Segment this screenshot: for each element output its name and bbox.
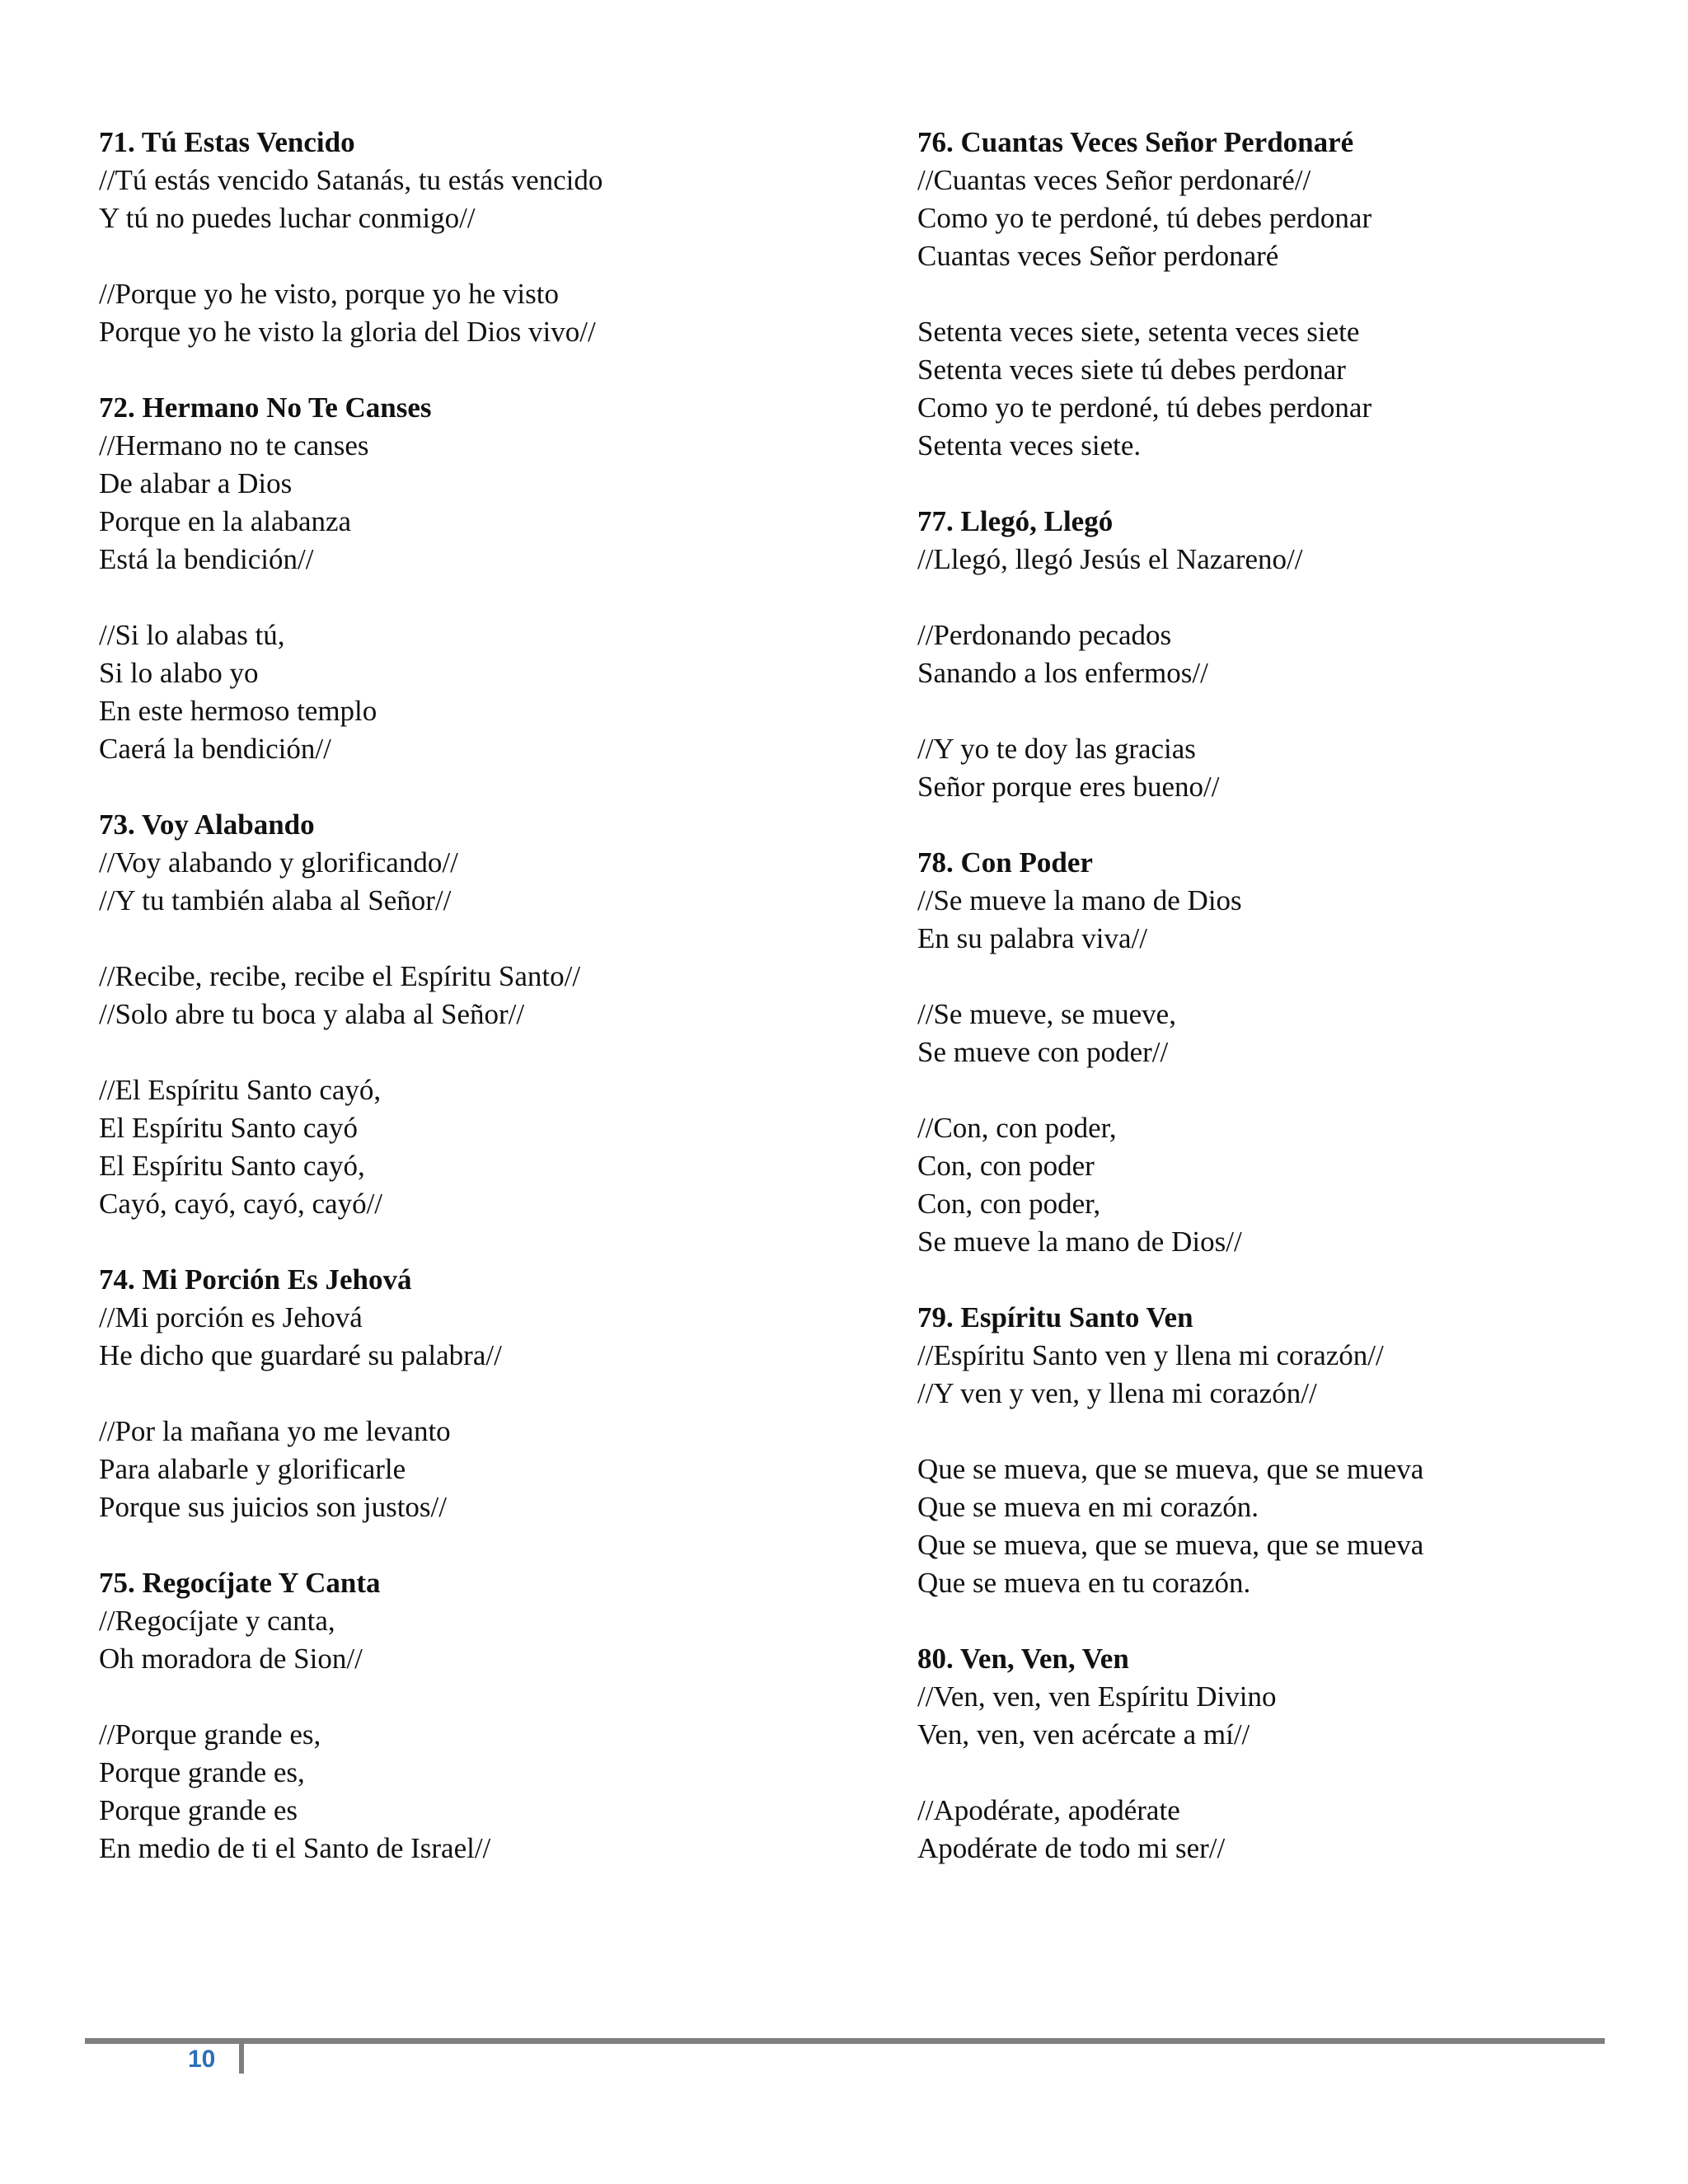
stanza xyxy=(99,1716,841,1868)
page-number: 10 xyxy=(188,2046,216,2073)
stanza xyxy=(99,844,841,920)
song-block xyxy=(99,806,841,1223)
lyric-line: Apodérate de todo mi ser// xyxy=(917,1832,1226,1864)
stanza xyxy=(917,1451,1659,1602)
lyric-line: //Perdonando pecados xyxy=(917,619,1172,651)
left-column xyxy=(99,124,841,1905)
lyric-line: En su palabra viva// xyxy=(917,922,1147,954)
stanza xyxy=(99,162,841,237)
lyric-line: Setenta veces siete tú debes perdonar xyxy=(917,354,1346,386)
lyric-line: Porque grande es xyxy=(99,1794,298,1826)
song-block xyxy=(917,1299,1659,1602)
song-title: 75. Regocíjate Y Canta xyxy=(99,1567,381,1599)
lyric-line: Sanando a los enfermos// xyxy=(917,657,1208,689)
stanza xyxy=(917,1109,1659,1261)
lyric-line: El Espíritu Santo cayó, xyxy=(99,1150,365,1182)
stanza xyxy=(99,958,841,1033)
lyric-line: En medio de ti el Santo de Israel// xyxy=(99,1832,491,1864)
lyric-line: Se mueve la mano de Dios// xyxy=(917,1226,1242,1258)
lyric-line: //Con, con poder, xyxy=(917,1112,1117,1144)
stanza xyxy=(917,616,1659,692)
lyric-line: //Se mueve la mano de Dios xyxy=(917,884,1242,916)
lyric-line: //Regocíjate y canta, xyxy=(99,1605,335,1637)
lyric-line: Porque sus juicios son justos// xyxy=(99,1491,447,1523)
lyric-line: Ven, ven, ven acércate a mí// xyxy=(917,1718,1250,1750)
stanza xyxy=(99,427,841,579)
lyric-line: Y tú no puedes luchar conmigo// xyxy=(99,202,476,234)
song-title: 73. Voy Alabando xyxy=(99,808,315,841)
stanza xyxy=(99,1071,841,1223)
stanza xyxy=(917,541,1659,579)
lyric-line: //Llegó, llegó Jesús el Nazareno// xyxy=(917,543,1303,575)
lyric-line: Cayó, cayó, cayó, cayó// xyxy=(99,1188,383,1220)
lyric-line: Que se mueva, que se mueva, que se mueva xyxy=(917,1529,1424,1561)
lyric-line: //Y yo te doy las gracias xyxy=(917,733,1196,765)
song-block xyxy=(99,1564,841,1868)
lyric-line: Que se mueva, que se mueva, que se mueva xyxy=(917,1453,1424,1485)
stanza xyxy=(99,1602,841,1678)
stanza xyxy=(917,996,1659,1071)
song-title: 71. Tú Estas Vencido xyxy=(99,126,355,158)
lyric-line: Porque yo he visto la gloria del Dios vivo// xyxy=(99,316,596,348)
lyric-line: Se mueve con poder// xyxy=(917,1036,1169,1068)
lyric-line: Caerá la bendición// xyxy=(99,733,331,765)
page-number-divider xyxy=(239,2044,244,2074)
lyric-line: //Mi porción es Jehová xyxy=(99,1301,363,1333)
lyric-line: Si lo alabo yo xyxy=(99,657,259,689)
lyric-line: //Hermano no te canses xyxy=(99,429,369,462)
lyric-line: Que se mueva en mi corazón. xyxy=(917,1491,1259,1523)
lyric-line: Como yo te perdoné, tú debes perdonar xyxy=(917,391,1372,424)
stanza xyxy=(917,882,1659,958)
lyric-line: //Recibe, recibe, recibe el Espíritu Santo// xyxy=(99,960,581,992)
lyric-line: //Se mueve, se mueve, xyxy=(917,998,1176,1030)
song-block xyxy=(917,503,1659,806)
lyric-line: Como yo te perdoné, tú debes perdonar xyxy=(917,202,1372,234)
lyric-line: //Voy alabando y glorificando// xyxy=(99,846,458,879)
song-title: 78. Con Poder xyxy=(917,846,1093,879)
footer-rule xyxy=(85,2038,1605,2044)
lyric-line: En este hermoso templo xyxy=(99,695,377,727)
song-block xyxy=(99,1261,841,1526)
lyric-line: //Porque yo he visto, porque yo he visto xyxy=(99,278,560,310)
lyric-line: Oh moradora de Sion// xyxy=(99,1643,363,1675)
stanza xyxy=(917,1337,1659,1413)
song-title: 80. Ven, Ven, Ven xyxy=(917,1643,1129,1675)
lyric-line: //Ven, ven, ven Espíritu Divino xyxy=(917,1680,1277,1713)
lyric-line: Porque grande es, xyxy=(99,1756,305,1788)
lyric-line: Señor porque eres bueno// xyxy=(917,771,1220,803)
song-block xyxy=(99,389,841,768)
lyric-line: //Tú estás vencido Satanás, tu estás vencido xyxy=(99,164,603,196)
song-block xyxy=(99,124,841,351)
lyric-line: //Espíritu Santo ven y llena mi corazón// xyxy=(917,1339,1384,1371)
lyric-line: //Por la mañana yo me levanto xyxy=(99,1415,451,1447)
lyric-line: //Cuantas veces Señor perdonaré// xyxy=(917,164,1311,196)
stanza xyxy=(99,616,841,768)
lyric-line: Para alabarle y glorificarle xyxy=(99,1453,406,1485)
stanza xyxy=(917,313,1659,465)
lyric-line: //Porque grande es, xyxy=(99,1718,321,1750)
lyric-line: Con, con poder xyxy=(917,1150,1095,1182)
lyric-line: Setenta veces siete, setenta veces siete xyxy=(917,316,1360,348)
lyric-line: Cuantas veces Señor perdonaré xyxy=(917,240,1279,272)
song-block xyxy=(917,844,1659,1261)
song-title: 77. Llegó, Llegó xyxy=(917,505,1114,537)
lyric-line: Está la bendición// xyxy=(99,543,314,575)
lyric-line: El Espíritu Santo cayó xyxy=(99,1112,358,1144)
song-title: 76. Cuantas Veces Señor Perdonaré xyxy=(917,126,1354,158)
lyric-line: //Y ven y ven, y llena mi corazón// xyxy=(917,1377,1317,1409)
lyric-line: Porque en la alabanza xyxy=(99,505,352,537)
stanza xyxy=(917,1678,1659,1754)
song-block xyxy=(917,1640,1659,1868)
stanza xyxy=(917,162,1659,275)
song-title: 79. Espíritu Santo Ven xyxy=(917,1301,1193,1333)
song-block xyxy=(917,124,1659,465)
lyric-line: //Y tu también alaba al Señor// xyxy=(99,884,452,916)
right-column xyxy=(917,124,1659,1905)
stanza xyxy=(99,1413,841,1526)
lyric-line: Setenta veces siete. xyxy=(917,429,1142,462)
lyric-line: De alabar a Dios xyxy=(99,467,293,499)
song-title: 72. Hermano No Te Canses xyxy=(99,391,432,424)
stanza xyxy=(917,1792,1659,1868)
stanza xyxy=(99,275,841,351)
lyric-line: //Si lo alabas tú, xyxy=(99,619,285,651)
stanza xyxy=(917,730,1659,806)
lyric-line: He dicho que guardaré su palabra// xyxy=(99,1339,502,1371)
lyric-line: Con, con poder, xyxy=(917,1188,1101,1220)
lyric-line: //Solo abre tu boca y alaba al Señor// xyxy=(99,998,525,1030)
song-title: 74. Mi Porción Es Jehová xyxy=(99,1263,412,1296)
lyric-line: Que se mueva en tu corazón. xyxy=(917,1567,1251,1599)
stanza xyxy=(99,1299,841,1375)
lyric-line: //El Espíritu Santo cayó, xyxy=(99,1074,382,1106)
lyric-line: //Apodérate, apodérate xyxy=(917,1794,1180,1826)
